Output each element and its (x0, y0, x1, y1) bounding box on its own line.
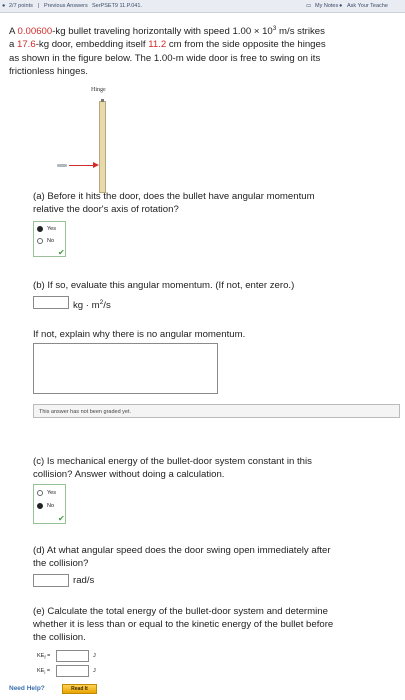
angular-speed-unit: rad/s (73, 575, 95, 586)
angular-momentum-unit (73, 296, 111, 312)
radio-no-label: No (47, 503, 55, 509)
door (99, 101, 106, 193)
graded-status-text: This answer has not been graded yet. (39, 409, 132, 415)
points-icon: ● (2, 3, 6, 9)
text: whether it is less than or equal to the kinetic energy of the bullet before (33, 619, 334, 631)
ke-text: KE (37, 668, 45, 674)
text: A (9, 26, 18, 38)
bullet (57, 164, 67, 167)
radio-no[interactable] (37, 503, 43, 509)
separator: | (38, 3, 40, 9)
text: (d) At what angular speed does the door swing open immediately after (33, 545, 331, 556)
text: as shown in the figure below. The 1.00-m wide door is free to swing on its (9, 52, 321, 64)
part-c-question (33, 455, 312, 481)
text: relative the door's axis of rotation? (33, 204, 179, 216)
kef-label (37, 653, 50, 660)
kei-unit: J (93, 668, 96, 674)
unit-tail: /s (103, 300, 111, 312)
correct-check-icon: ✔ (58, 248, 65, 257)
problem-code: SerPSET9 11.P.041. (92, 3, 142, 9)
radio-no[interactable] (37, 238, 43, 244)
explanation-textarea[interactable] (33, 343, 218, 394)
previous-answers-link[interactable]: Previous Answers (44, 3, 88, 9)
part-b-question: (b) If so, evaluate this angular momentum. (If not, enter zero.) (33, 280, 295, 291)
part-b-explain-prompt: If not, explain why there is no angular momentum. (33, 329, 246, 340)
correct-check-icon: ✔ (58, 514, 65, 523)
radio-yes-label: Yes (47, 490, 56, 496)
part-a-question (33, 190, 315, 216)
radio-yes-label: Yes (47, 226, 56, 232)
part-a-choices (33, 221, 66, 257)
text: (c) Is mechanical energy of the bullet-door system constant in this (33, 456, 312, 467)
kei-label (37, 668, 50, 675)
text: -kg bullet traveling horizontally with speed 1.00 × 10 (52, 26, 273, 38)
notes-icon: ▭ (306, 3, 312, 9)
bullet-mass: 0.00600 (17, 26, 53, 38)
hinge (101, 99, 104, 102)
unit-exponent: 2 (99, 299, 104, 306)
kef-input[interactable] (56, 650, 89, 662)
arrow-head (93, 162, 99, 168)
part-d-question (33, 544, 331, 570)
text: cm from the side opposite the hinges (166, 39, 326, 51)
problem-statement (9, 22, 401, 78)
angular-speed-input[interactable] (33, 574, 69, 587)
kei-input[interactable] (56, 665, 89, 677)
hinge-label: Hinge (91, 87, 106, 93)
radio-yes[interactable] (37, 490, 43, 496)
ask-teacher-link[interactable]: Ask Your Teache (347, 3, 388, 9)
equals: = (45, 668, 51, 674)
text: m/s strikes (276, 26, 325, 38)
radio-no-label: No (47, 238, 55, 244)
text: -kg door, embedding itself (35, 39, 149, 51)
text: (e) Calculate the total energy of the bullet-door system and determine (33, 606, 328, 617)
graded-status-box (33, 404, 400, 418)
part-e-question (33, 605, 333, 645)
embed-distance: 11.2 (148, 39, 167, 51)
ke-subscript: f (44, 655, 46, 661)
my-notes-link[interactable]: My Notes (315, 3, 339, 9)
door-figure (55, 85, 155, 195)
part-c-choices (33, 484, 66, 524)
ke-text: KE (37, 653, 45, 659)
ke-subscript: i (44, 670, 46, 676)
exponent: 3 (272, 25, 277, 32)
top-bar (0, 0, 405, 13)
radio-yes[interactable] (37, 226, 43, 232)
text: collision? Answer without doing a calculation. (33, 469, 225, 481)
text: the collision? (33, 558, 89, 570)
text: (a) Before it hits the door, does the bullet have angular momentum (33, 191, 315, 202)
angular-momentum-input[interactable] (33, 296, 69, 309)
equals: = (45, 653, 51, 659)
points-text: 2/7 points (9, 3, 33, 9)
text: a (9, 39, 18, 51)
read-it-button[interactable]: Read It (62, 684, 97, 694)
text: the collision. (33, 632, 86, 644)
need-help-label: Need Help? (9, 685, 45, 692)
text: frictionless hinges. (9, 65, 88, 77)
kef-unit: J (93, 653, 96, 659)
door-mass: 17.6 (17, 39, 36, 51)
arrow-line (69, 165, 95, 166)
unit-text: kg · m (73, 300, 100, 312)
ask-teacher-icon: ● (339, 3, 343, 9)
